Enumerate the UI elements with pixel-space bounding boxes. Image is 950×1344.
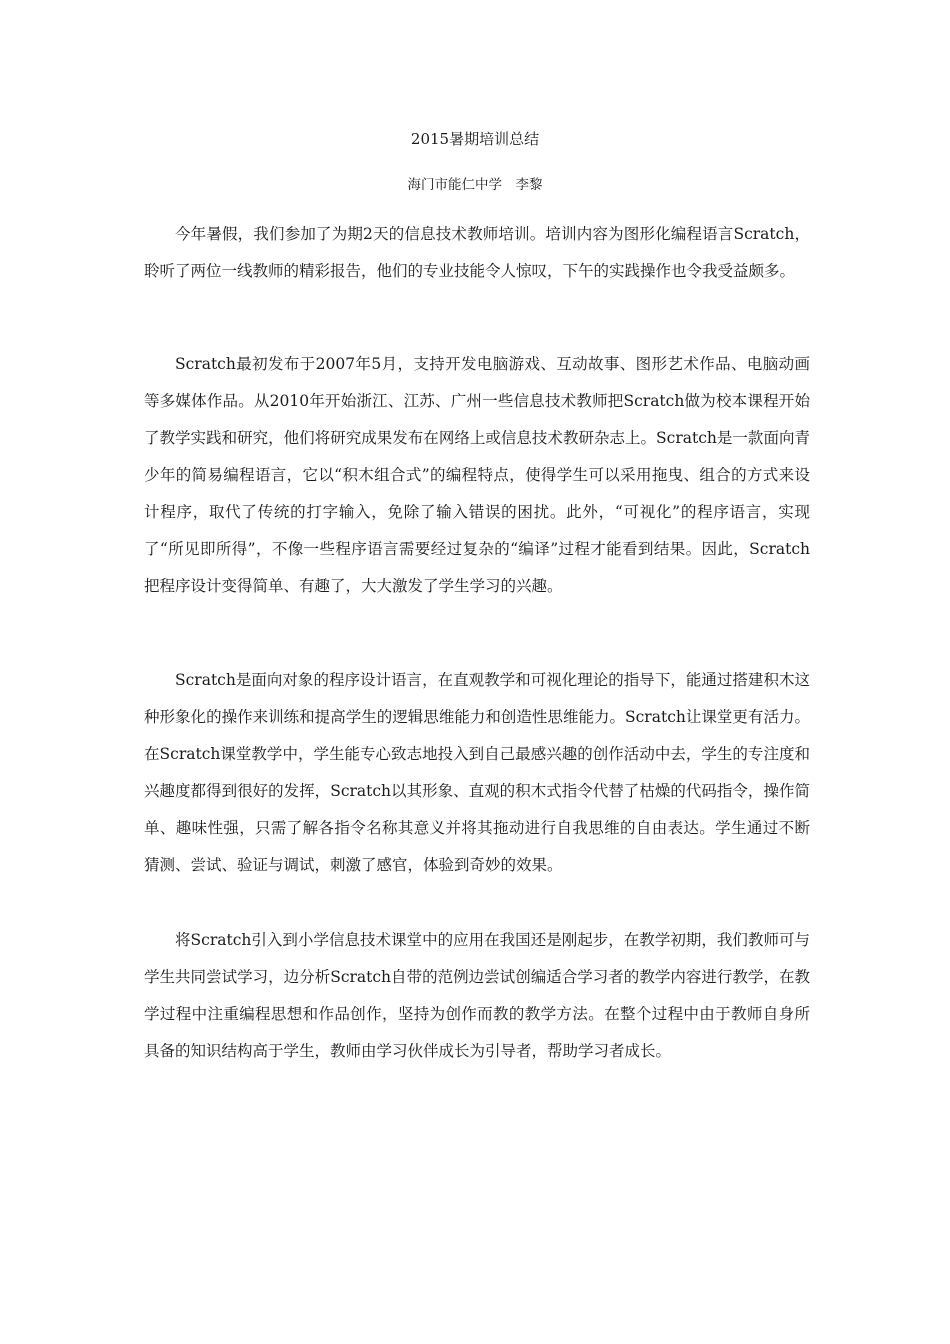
paragraph-1: 今年暑假，我们参加了为期2天的信息技术教师培训。培训内容为图形化编程语言Scratch，聆听了两位一线教师的精彩报告，他们的专业技能令人惊叹，下午的实践操作也令我受益颇多。: [144, 225, 810, 280]
paragraph-2: Scratch最初发布于2007年5月，支持开发电脑游戏、互动故事、图形艺术作品、电脑动画等多媒体作品。从2010年开始浙江、江苏、广州一些信息技术教师把Scratch做为校本课程开始了教学实践和研究，他们将研究成果发布在网络上或信息技术教研杂志上。Scratch是一款面向青少年的简易编程语言，它以“积木组合式”的编程特点，使得学生可以采用拖曳、组合的方式来设计程序，取代了传统的打字输入，免除了输入错误的困扰。此外，“可视化”的程序语言，实现了“所见即所得”，不像一些程序语言需要经过复杂的“编译”过程才能看到结果。因此，Scratch把程序设计变得简单、有趣了，大大激发了学生学习的兴趣。: [144, 355, 810, 595]
paragraph-3: Scratch是面向对象的程序设计语言，在直观教学和可视化理论的指导下，能通过搭建积木这种形象化的操作来训练和提高学生的逻辑思维能力和创造性思维能力。Scratch让课堂更有活力。在Scratch课堂教学中，学生能专心致志地投入到自己最感兴趣的创作活动中去，学生的专注度和兴趣度都得到很好的发挥，Scratch以其形象、直观的积木式指令代替了枯燥的代码指令，操作简单、趣味性强，只需了解各指令名称其意义并将其拖动进行自我思维的自由表达。学生通过不断猜测、尝试、验证与调试，刺激了感官，体验到奇妙的效果。: [144, 671, 810, 874]
paragraph-4: 将Scratch引入到小学信息技术课堂中的应用在我国还是刚起步，在教学初期，我们教师可与学生共同尝试学习，边分析Scratch自带的范例边尝试创编适合学习者的教学内容进行教学，在教学过程中注重编程思想和作品创作，坚持为创作而教的教学方法。在整个过程中由于教师自身所具备的知识结构高于学生，教师由学习伙伴成长为引导者，帮助学习者成长。: [144, 931, 810, 1060]
author-byline: 海门市能仁中学 李黎: [407, 177, 543, 193]
document-title: 2015暑期培训总结: [410, 130, 540, 148]
